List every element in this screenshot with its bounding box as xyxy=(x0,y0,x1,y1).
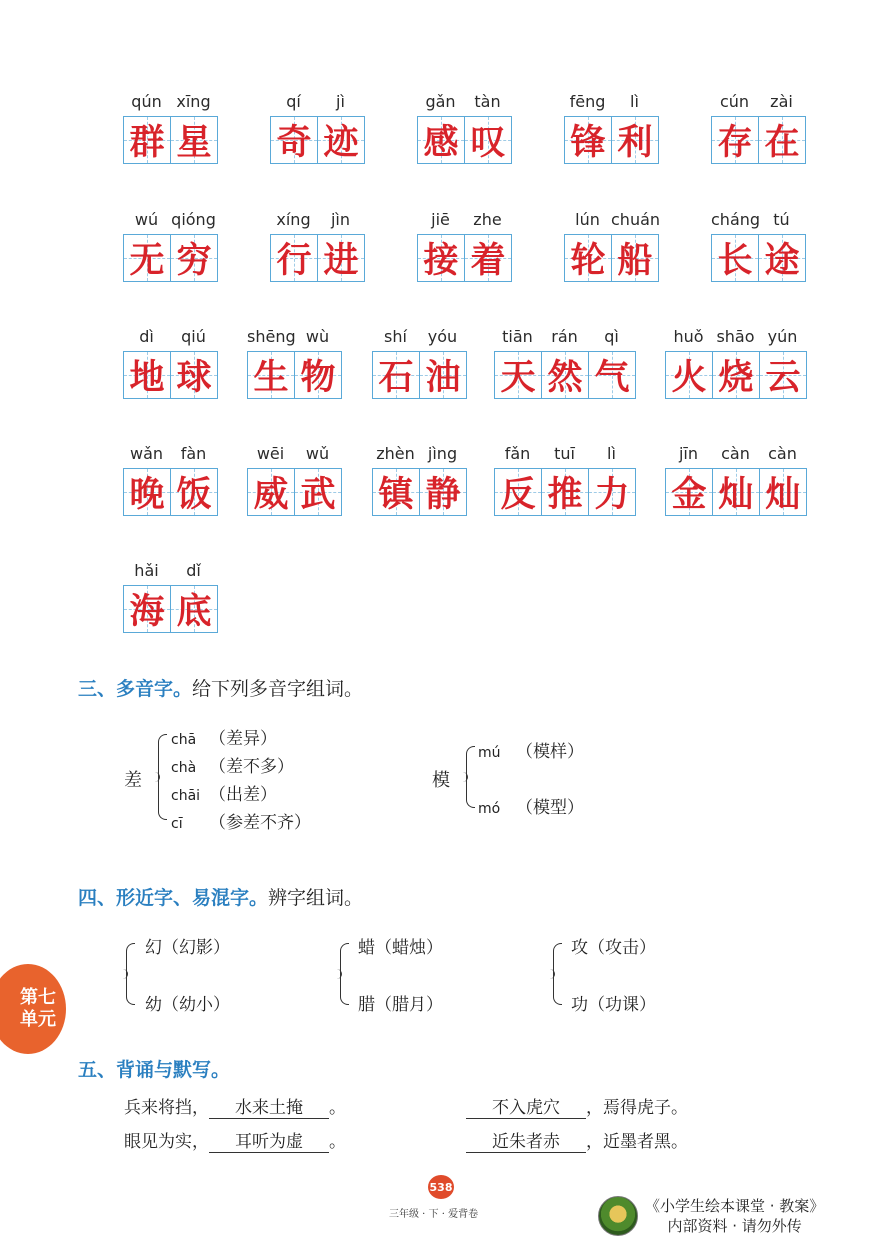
tianzige-grid xyxy=(494,351,636,399)
hanzi-char: 然 xyxy=(547,357,583,398)
char-cell xyxy=(612,117,658,163)
tianzige-grid xyxy=(711,234,806,282)
word-pinyin xyxy=(417,208,512,232)
pinyin-syllable: zhe xyxy=(473,210,502,229)
pinyin-syllable: dì xyxy=(139,327,154,346)
pinyin-syllable: shāo xyxy=(716,327,755,346)
word-pinyin xyxy=(665,325,807,349)
hanzi-char: 镇 xyxy=(378,474,414,515)
pinyin-syllable: qiú xyxy=(181,327,206,346)
pinyin-syllable: xīng xyxy=(176,92,211,111)
word-card xyxy=(417,208,512,282)
brace xyxy=(466,746,475,808)
answer-blank: 近朱者赤 xyxy=(466,1127,586,1153)
hanzi-char: 接 xyxy=(423,240,459,281)
word-pinyin xyxy=(123,208,218,232)
pinyin-syllable: jiē xyxy=(431,210,450,229)
hanzi-char: 地 xyxy=(129,357,165,398)
hanzi-char: 灿 xyxy=(765,474,801,515)
pinyin-syllable: jì xyxy=(336,92,345,111)
pinyin-syllable: dǐ xyxy=(186,561,201,580)
tianzige-grid xyxy=(417,116,512,164)
word-pinyin xyxy=(564,90,659,114)
char-cell xyxy=(271,235,318,281)
pinyin-syllable: tàn xyxy=(474,92,501,111)
pinyin-syllable: wǎn xyxy=(129,444,164,463)
word-pinyin xyxy=(123,325,218,349)
hanzi-char: 奇 xyxy=(276,122,312,163)
word-card xyxy=(564,90,659,164)
pinyin-syllable: jìn xyxy=(330,210,351,229)
similar-char-item: 幻（幻影） xyxy=(145,938,230,958)
pinyin-syllable: lì xyxy=(630,92,639,111)
char-cell xyxy=(295,352,341,398)
word-pinyin xyxy=(123,90,218,114)
similar-char-item: 功（功课） xyxy=(571,995,656,1015)
word-pinyin xyxy=(665,442,807,466)
word-card xyxy=(123,559,218,633)
word-pinyin xyxy=(494,325,636,349)
hanzi-char: 推 xyxy=(547,474,583,515)
char-cell xyxy=(124,352,171,398)
pinyin-syllable: tuī xyxy=(554,444,575,463)
answer-blank: 水来土掩 xyxy=(209,1093,329,1119)
polyphone-item: mó （模型） xyxy=(478,798,584,818)
char-cell xyxy=(171,235,217,281)
hanzi-char: 金 xyxy=(671,474,707,515)
pinyin-syllable: wù xyxy=(305,327,330,346)
char-cell xyxy=(760,469,806,515)
char-cell xyxy=(542,469,589,515)
hanzi-char: 叹 xyxy=(470,122,506,163)
hanzi-char: 船 xyxy=(617,240,653,281)
word-card xyxy=(123,90,218,164)
pinyin-syllable: shí xyxy=(384,327,407,346)
section4-instruction: 辨字组词。 xyxy=(268,887,364,909)
char-cell xyxy=(495,469,542,515)
char-cell xyxy=(565,235,612,281)
tianzige-grid xyxy=(123,234,218,282)
hanzi-char: 行 xyxy=(276,240,312,281)
hanzi-char: 迹 xyxy=(323,122,359,163)
brace xyxy=(553,943,562,1005)
section3-heading: 三、多音字。 xyxy=(78,678,193,700)
char-cell xyxy=(318,117,364,163)
char-cell xyxy=(420,352,466,398)
pinyin-syllable: yún xyxy=(767,327,798,346)
tianzige-grid xyxy=(564,234,659,282)
char-cell xyxy=(171,586,217,632)
answer-blank: 不入虎穴 xyxy=(466,1093,586,1119)
char-cell xyxy=(248,352,295,398)
hanzi-char: 晚 xyxy=(129,474,165,515)
tianzige-grid xyxy=(711,116,806,164)
word-card xyxy=(123,442,218,516)
pinyin-syllable: cháng xyxy=(711,210,761,229)
word-card xyxy=(123,208,218,282)
word-card xyxy=(711,208,806,282)
page-number: 538 xyxy=(428,1175,454,1199)
brand-title: 《小学生绘本课堂 · 教案》 xyxy=(645,1197,825,1215)
tianzige-grid xyxy=(247,468,342,516)
word-pinyin xyxy=(270,90,365,114)
word-card xyxy=(270,90,365,164)
section5-title xyxy=(78,1055,230,1082)
hanzi-char: 生 xyxy=(253,357,289,398)
tianzige-grid xyxy=(247,351,342,399)
word-card xyxy=(494,442,636,516)
hanzi-char: 烧 xyxy=(718,357,754,398)
char-cell xyxy=(759,235,805,281)
hanzi-char: 进 xyxy=(323,240,359,281)
hanzi-char: 云 xyxy=(765,357,801,398)
recite-line-2-right: 近朱者赤 ，近墨者黑。 xyxy=(466,1127,688,1153)
pinyin-syllable: rán xyxy=(551,327,578,346)
char-cell xyxy=(495,352,542,398)
char-cell xyxy=(759,117,805,163)
pinyin-syllable: yóu xyxy=(427,327,458,346)
char-cell xyxy=(171,469,217,515)
word-card xyxy=(247,325,342,399)
char-cell xyxy=(589,352,635,398)
word-pinyin xyxy=(123,442,218,466)
tianzige-grid xyxy=(123,468,218,516)
hanzi-char: 静 xyxy=(425,474,461,515)
word-card xyxy=(372,325,467,399)
hanzi-char: 底 xyxy=(176,591,212,632)
word-card xyxy=(270,208,365,282)
char-cell xyxy=(418,235,465,281)
tianzige-grid xyxy=(564,116,659,164)
hanzi-char: 海 xyxy=(129,591,165,632)
hanzi-char: 锋 xyxy=(570,122,606,163)
word-pinyin xyxy=(123,559,218,583)
word-card xyxy=(564,208,659,282)
char-cell xyxy=(248,469,295,515)
word-card xyxy=(665,442,807,516)
pinyin-syllable: fēng xyxy=(569,92,606,111)
word-pinyin xyxy=(417,90,512,114)
grade-label: 三年级 · 下 · 爱背卷 xyxy=(389,1209,479,1220)
word-pinyin xyxy=(247,325,342,349)
char-cell xyxy=(712,235,759,281)
polyphone-item: cī （参差不齐） xyxy=(171,813,311,833)
hanzi-char: 存 xyxy=(717,122,753,163)
tianzige-grid xyxy=(494,468,636,516)
pinyin-syllable: lún xyxy=(575,210,600,229)
pinyin-syllable: wǔ xyxy=(305,444,330,463)
char-cell xyxy=(666,469,713,515)
hanzi-char: 长 xyxy=(717,240,753,281)
word-pinyin xyxy=(711,90,806,114)
char-cell xyxy=(318,235,364,281)
polyphone-item: chāi （出差） xyxy=(171,785,277,805)
pinyin-syllable: qióng xyxy=(171,210,216,229)
char-cell xyxy=(171,352,217,398)
hanzi-char: 油 xyxy=(425,357,461,398)
brace xyxy=(340,943,349,1005)
char-cell xyxy=(760,352,806,398)
char-cell xyxy=(124,586,171,632)
polyphone-item: mú （模样） xyxy=(478,742,584,762)
recite-line-1-right: 不入虎穴 ，焉得虎子。 xyxy=(466,1093,688,1119)
section3-instruction: 给下列多音字组词。 xyxy=(192,678,364,700)
section3-title xyxy=(78,674,363,701)
tianzige-grid xyxy=(123,116,218,164)
pinyin-syllable: qún xyxy=(131,92,162,111)
similar-char-item: 攻（攻击） xyxy=(571,938,656,958)
hanzi-char: 灿 xyxy=(718,474,754,515)
char-cell xyxy=(171,117,217,163)
hanzi-char: 星 xyxy=(176,122,212,163)
section4-title xyxy=(78,883,363,910)
char-cell xyxy=(565,117,612,163)
brace xyxy=(158,734,167,820)
char-cell xyxy=(712,117,759,163)
pinyin-syllable: jìng xyxy=(427,444,458,463)
tianzige-grid xyxy=(417,234,512,282)
publisher-logo-icon xyxy=(598,1196,638,1236)
unit-tab: 第七 单元 xyxy=(0,964,66,1054)
tianzige-grid xyxy=(270,234,365,282)
char-cell xyxy=(373,469,420,515)
pinyin-syllable: huǒ xyxy=(673,327,704,346)
word-card xyxy=(494,325,636,399)
char-cell xyxy=(465,235,511,281)
pinyin-syllable: zài xyxy=(770,92,793,111)
hanzi-char: 气 xyxy=(594,357,630,398)
hanzi-char: 感 xyxy=(423,122,459,163)
char-cell xyxy=(271,117,318,163)
word-card xyxy=(665,325,807,399)
pinyin-syllable: tiān xyxy=(502,327,533,346)
pinyin-syllable: tú xyxy=(773,210,790,229)
hanzi-char: 物 xyxy=(300,357,336,398)
polyphone-item: chà （差不多） xyxy=(171,757,294,777)
polyphone-item: chā （差异） xyxy=(171,729,277,749)
word-card xyxy=(711,90,806,164)
word-pinyin xyxy=(372,442,467,466)
hanzi-char: 轮 xyxy=(570,240,606,281)
pinyin-syllable: xíng xyxy=(276,210,311,229)
hanzi-char: 威 xyxy=(253,474,289,515)
hanzi-char: 火 xyxy=(671,357,707,398)
hanzi-char: 饭 xyxy=(176,474,212,515)
hanzi-char: 天 xyxy=(500,357,536,398)
tianzige-grid xyxy=(372,351,467,399)
pinyin-syllable: qì xyxy=(604,327,619,346)
word-pinyin xyxy=(711,208,806,232)
pinyin-syllable: cún xyxy=(719,92,750,111)
word-card xyxy=(123,325,218,399)
hanzi-char: 球 xyxy=(176,357,212,398)
word-pinyin xyxy=(564,208,659,232)
pinyin-syllable: gǎn xyxy=(425,92,456,111)
brand-block xyxy=(645,1196,824,1236)
pinyin-syllable: jīn xyxy=(678,444,699,463)
word-pinyin xyxy=(494,442,636,466)
hanzi-char: 利 xyxy=(617,122,653,163)
similar-char-item: 幼（幼小） xyxy=(145,995,230,1015)
hanzi-char: 反 xyxy=(500,474,536,515)
similar-char-item: 腊（腊月） xyxy=(358,995,443,1015)
pinyin-syllable: fàn xyxy=(180,444,207,463)
hanzi-char: 穷 xyxy=(176,240,212,281)
brace xyxy=(126,943,135,1005)
char-cell xyxy=(542,352,589,398)
word-pinyin xyxy=(270,208,365,232)
char-cell xyxy=(418,117,465,163)
char-cell xyxy=(612,235,658,281)
word-pinyin xyxy=(372,325,467,349)
word-pinyin xyxy=(247,442,342,466)
char-cell xyxy=(124,235,171,281)
tianzige-grid xyxy=(270,116,365,164)
word-card xyxy=(247,442,342,516)
brand-notice: 内部资料 · 请勿外传 xyxy=(667,1217,802,1235)
char-cell xyxy=(420,469,466,515)
tianzige-grid xyxy=(665,351,807,399)
recite-line-2-left: 眼见为实， 耳听为虚 。 xyxy=(124,1127,346,1153)
pinyin-syllable: lì xyxy=(607,444,616,463)
pinyin-syllable: chuán xyxy=(611,210,661,229)
pinyin-syllable: càn xyxy=(721,444,750,463)
section4-heading: 四、形近字、易混字。 xyxy=(78,887,269,909)
char-cell xyxy=(465,117,511,163)
char-cell xyxy=(295,469,341,515)
hanzi-char: 群 xyxy=(129,122,165,163)
pinyin-syllable: fǎn xyxy=(504,444,531,463)
word-card xyxy=(417,90,512,164)
hanzi-char: 无 xyxy=(129,240,165,281)
char-cell xyxy=(713,352,760,398)
tianzige-grid xyxy=(123,351,218,399)
hanzi-char: 着 xyxy=(470,240,506,281)
pinyin-syllable: hǎi xyxy=(134,561,159,580)
polyphone-char-cha: 差 xyxy=(124,770,142,791)
recite-line-1-left: 兵来将挡， 水来土掩 。 xyxy=(124,1093,346,1119)
tianzige-grid xyxy=(665,468,807,516)
section5-heading: 五、背诵与默写。 xyxy=(78,1059,231,1081)
hanzi-char: 力 xyxy=(594,474,630,515)
char-cell xyxy=(666,352,713,398)
hanzi-char: 在 xyxy=(764,122,800,163)
polyphone-char-mo: 模 xyxy=(432,770,450,791)
similar-char-item: 蜡（蜡烛） xyxy=(358,938,443,958)
char-cell xyxy=(589,469,635,515)
pinyin-syllable: zhèn xyxy=(376,444,415,463)
hanzi-char: 途 xyxy=(764,240,800,281)
pinyin-syllable: càn xyxy=(768,444,797,463)
answer-blank: 耳听为虚 xyxy=(209,1127,329,1153)
word-card xyxy=(372,442,467,516)
char-cell xyxy=(124,469,171,515)
char-cell xyxy=(373,352,420,398)
pinyin-syllable: wēi xyxy=(256,444,285,463)
char-cell xyxy=(713,469,760,515)
hanzi-char: 武 xyxy=(300,474,336,515)
tianzige-grid xyxy=(123,585,218,633)
tianzige-grid xyxy=(372,468,467,516)
pinyin-syllable: wú xyxy=(134,210,159,229)
pinyin-syllable: shēng xyxy=(247,327,296,346)
hanzi-char: 石 xyxy=(378,357,414,398)
pinyin-syllable: qí xyxy=(286,92,301,111)
char-cell xyxy=(124,117,171,163)
